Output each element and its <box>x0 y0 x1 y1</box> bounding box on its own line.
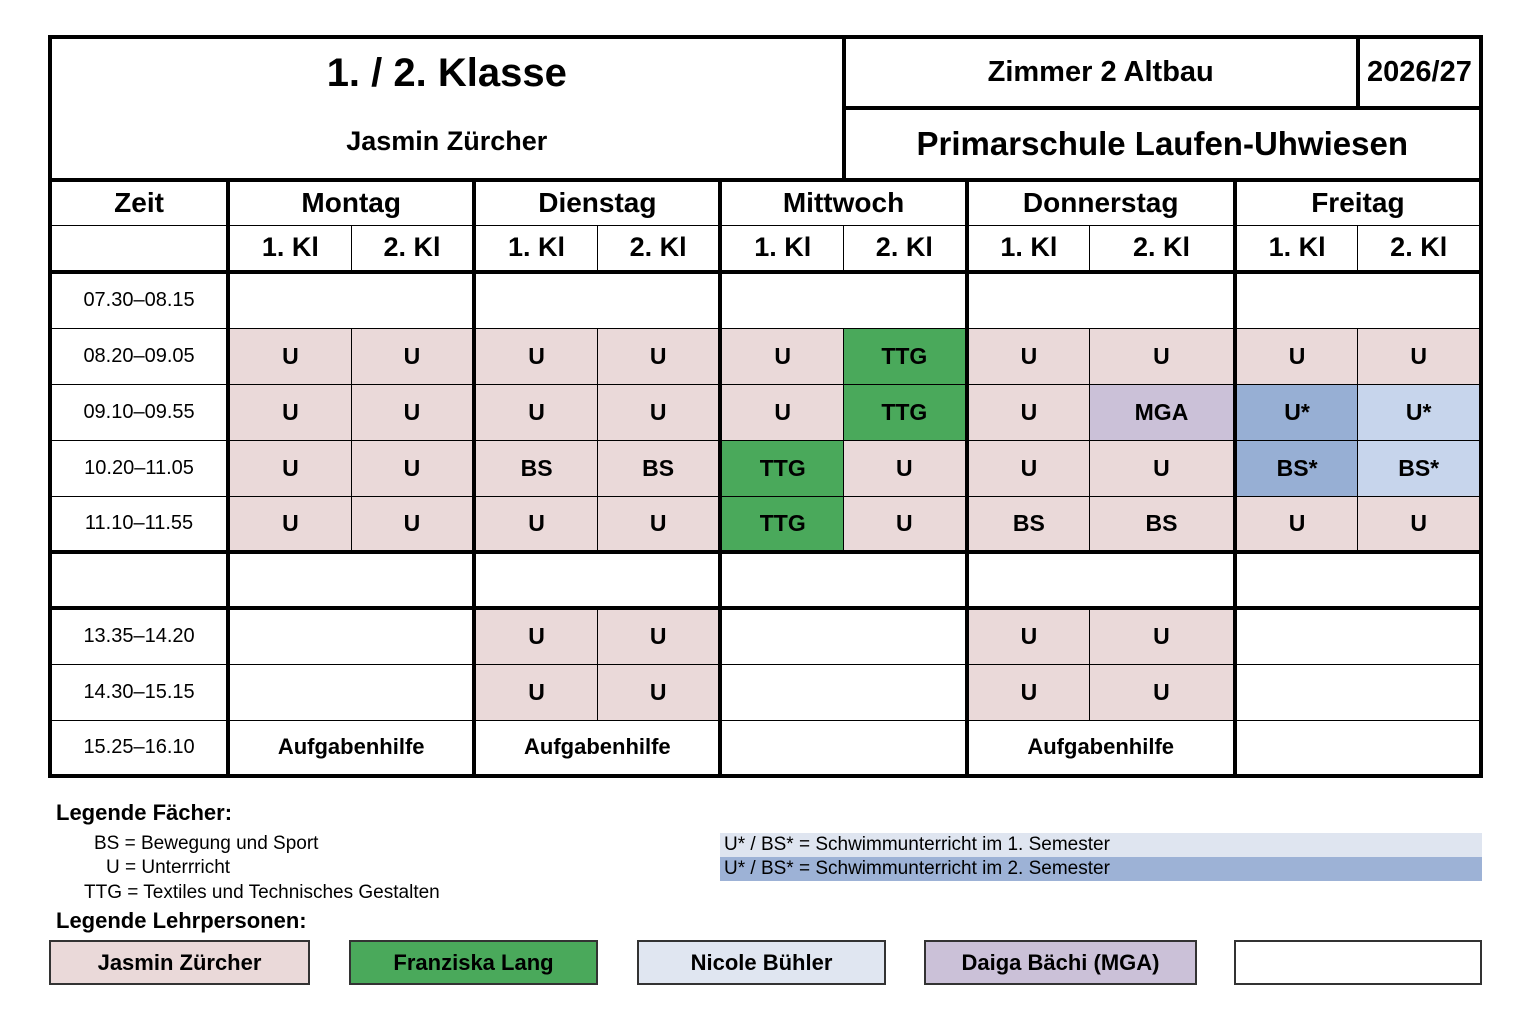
klasse-header: 1. Kl <box>720 225 843 272</box>
lesson-cell: U <box>1358 496 1481 552</box>
klasse-header: 1. Kl <box>967 225 1090 272</box>
lesson-cell: U <box>1358 328 1481 384</box>
timetable <box>48 35 1483 778</box>
lesson-cell: U <box>597 664 720 720</box>
lesson-cell: U <box>1090 440 1235 496</box>
lesson-cell: U <box>474 328 597 384</box>
lesson-cell: BS* <box>1235 440 1358 496</box>
lesson-row <box>50 664 1481 720</box>
aufgabenhilfe-cell: Aufgabenhilfe <box>228 720 474 776</box>
lesson-cell: U <box>228 384 351 440</box>
lesson-cell: U <box>351 440 474 496</box>
lesson-cell: TTG <box>720 440 843 496</box>
school-year: 2026/27 <box>1358 37 1481 108</box>
legend-semester-2: U* / BS* = Schwimmunterricht im 2. Semester <box>720 857 1482 881</box>
teacher-swatch-jasmin <box>49 940 310 985</box>
lesson-cell: U <box>967 664 1090 720</box>
lesson-cell-empty <box>1235 272 1481 328</box>
lesson-cell: U <box>720 384 843 440</box>
legend-subject-bs: BS = Bewegung und Sport <box>94 833 319 854</box>
time-slot: 10.20–11.05 <box>50 440 228 496</box>
lesson-cell-empty <box>228 608 474 664</box>
time-slot: 13.35–14.20 <box>50 608 228 664</box>
lesson-cell: U <box>967 384 1090 440</box>
lesson-cell: U <box>1090 608 1235 664</box>
lesson-cell: U* <box>1235 384 1358 440</box>
lesson-cell: U <box>228 328 351 384</box>
lesson-cell-empty <box>720 272 966 328</box>
teacher-name: Jasmin Zürcher <box>346 126 548 156</box>
time-slot: 08.20–09.05 <box>50 328 228 384</box>
lesson-cell: TTG <box>844 384 967 440</box>
teacher-swatch-nicole <box>637 940 886 985</box>
lesson-cell-empty <box>720 552 966 608</box>
lesson-cell: U <box>351 496 474 552</box>
lesson-cell: U <box>228 440 351 496</box>
lesson-row <box>50 384 1481 440</box>
day-header-dienstag: Dienstag <box>474 180 720 225</box>
legend-subject-ttg: TTG = Textiles und Technisches Gestalten <box>84 882 440 903</box>
lesson-cell: U <box>1235 496 1358 552</box>
lesson-cell-empty <box>720 664 966 720</box>
lesson-cell: U <box>720 328 843 384</box>
lesson-cell-empty <box>967 552 1235 608</box>
teacher-swatch-label: Nicole Bühler <box>690 949 833 975</box>
lesson-cell: U <box>228 496 351 552</box>
day-header-mittwoch: Mittwoch <box>720 180 966 225</box>
lesson-cell: U <box>474 496 597 552</box>
break-row <box>50 552 1481 608</box>
lesson-cell: U <box>597 328 720 384</box>
lesson-cell: U <box>474 608 597 664</box>
lesson-cell-empty <box>474 272 720 328</box>
lesson-row <box>50 496 1481 552</box>
class-header <box>50 37 844 180</box>
teacher-swatch-label: Jasmin Zürcher <box>97 949 262 975</box>
legend-semester-1: U* / BS* = Schwimmunterricht im 1. Semester <box>720 833 1482 857</box>
lesson-cell: U <box>967 440 1090 496</box>
class-title: 1. / 2. Klasse <box>326 51 567 95</box>
lesson-cell: MGA <box>1090 384 1235 440</box>
teacher-swatch-franziska <box>349 940 598 985</box>
lesson-cell-empty <box>967 272 1235 328</box>
lesson-cell: U <box>351 328 474 384</box>
lesson-cell-empty <box>228 552 474 608</box>
lesson-row <box>50 720 1481 776</box>
lesson-row <box>50 440 1481 496</box>
lesson-cell: U* <box>1358 384 1481 440</box>
lesson-cell-empty <box>720 608 966 664</box>
lesson-cell: U <box>1090 328 1235 384</box>
lesson-cell-empty <box>228 272 474 328</box>
lesson-cell: U <box>474 384 597 440</box>
lesson-cell: U <box>474 664 597 720</box>
lesson-cell-empty <box>1235 720 1481 776</box>
legend-teachers-title: Legende Lehrpersonen: <box>56 908 307 933</box>
lesson-cell: U <box>844 440 967 496</box>
klasse-header: 1. Kl <box>1235 225 1358 272</box>
time-slot: 11.10–11.55 <box>50 496 228 552</box>
klasse-header: 2. Kl <box>1090 225 1235 272</box>
day-header-donnerstag: Donnerstag <box>967 180 1235 225</box>
room-label: Zimmer 2 Altbau <box>844 37 1358 108</box>
lesson-cell: U <box>597 496 720 552</box>
lesson-cell-empty <box>1235 552 1481 608</box>
day-header-montag: Montag <box>228 180 474 225</box>
lesson-cell: BS <box>967 496 1090 552</box>
lesson-cell: U <box>967 608 1090 664</box>
time-slot: 15.25–16.10 <box>50 720 228 776</box>
lesson-row <box>50 608 1481 664</box>
time-column-subheader <box>50 225 228 272</box>
school-name: Primarschule Laufen-Uhwiesen <box>844 108 1481 180</box>
teacher-swatch-label: Daiga Bächi (MGA) <box>961 949 1160 975</box>
lesson-cell: BS <box>1090 496 1235 552</box>
lesson-cell: U <box>597 384 720 440</box>
aufgabenhilfe-cell: Aufgabenhilfe <box>474 720 720 776</box>
lesson-cell: TTG <box>844 328 967 384</box>
time-slot: 14.30–15.15 <box>50 664 228 720</box>
lesson-cell: U <box>1235 328 1358 384</box>
lesson-cell-empty <box>474 552 720 608</box>
lesson-cell: TTG <box>720 496 843 552</box>
lesson-cell: U <box>351 384 474 440</box>
lesson-row <box>50 272 1481 328</box>
klasse-header: 2. Kl <box>1358 225 1481 272</box>
lesson-cell-empty <box>1235 664 1481 720</box>
lesson-cell: BS <box>597 440 720 496</box>
aufgabenhilfe-cell: Aufgabenhilfe <box>967 720 1235 776</box>
teacher-swatch-daiga <box>924 940 1197 985</box>
klasse-header: 2. Kl <box>351 225 474 272</box>
time-column-header: Zeit <box>50 180 228 225</box>
klasse-header: 1. Kl <box>228 225 351 272</box>
lesson-cell: BS <box>474 440 597 496</box>
lesson-cell: U <box>967 328 1090 384</box>
lesson-cell: BS* <box>1358 440 1481 496</box>
lesson-cell-empty <box>720 720 966 776</box>
day-header-freitag: Freitag <box>1235 180 1481 225</box>
klasse-header: 1. Kl <box>474 225 597 272</box>
lesson-cell: U <box>844 496 967 552</box>
time-slot: 07.30–08.15 <box>50 272 228 328</box>
lesson-cell-empty <box>1235 608 1481 664</box>
lesson-cell: U <box>597 608 720 664</box>
time-slot <box>50 552 228 608</box>
time-slot: 09.10–09.55 <box>50 384 228 440</box>
klasse-header: 2. Kl <box>844 225 967 272</box>
klasse-header: 2. Kl <box>597 225 720 272</box>
teacher-swatch-label: Franziska Lang <box>393 949 554 975</box>
legend-subjects-title: Legende Fächer: <box>56 800 233 825</box>
lesson-cell-empty <box>228 664 474 720</box>
lesson-cell: U <box>1090 664 1235 720</box>
teacher-swatch-empty <box>1234 940 1482 985</box>
legend-subject-u: U = Unterrricht <box>106 857 231 878</box>
lesson-row <box>50 328 1481 384</box>
